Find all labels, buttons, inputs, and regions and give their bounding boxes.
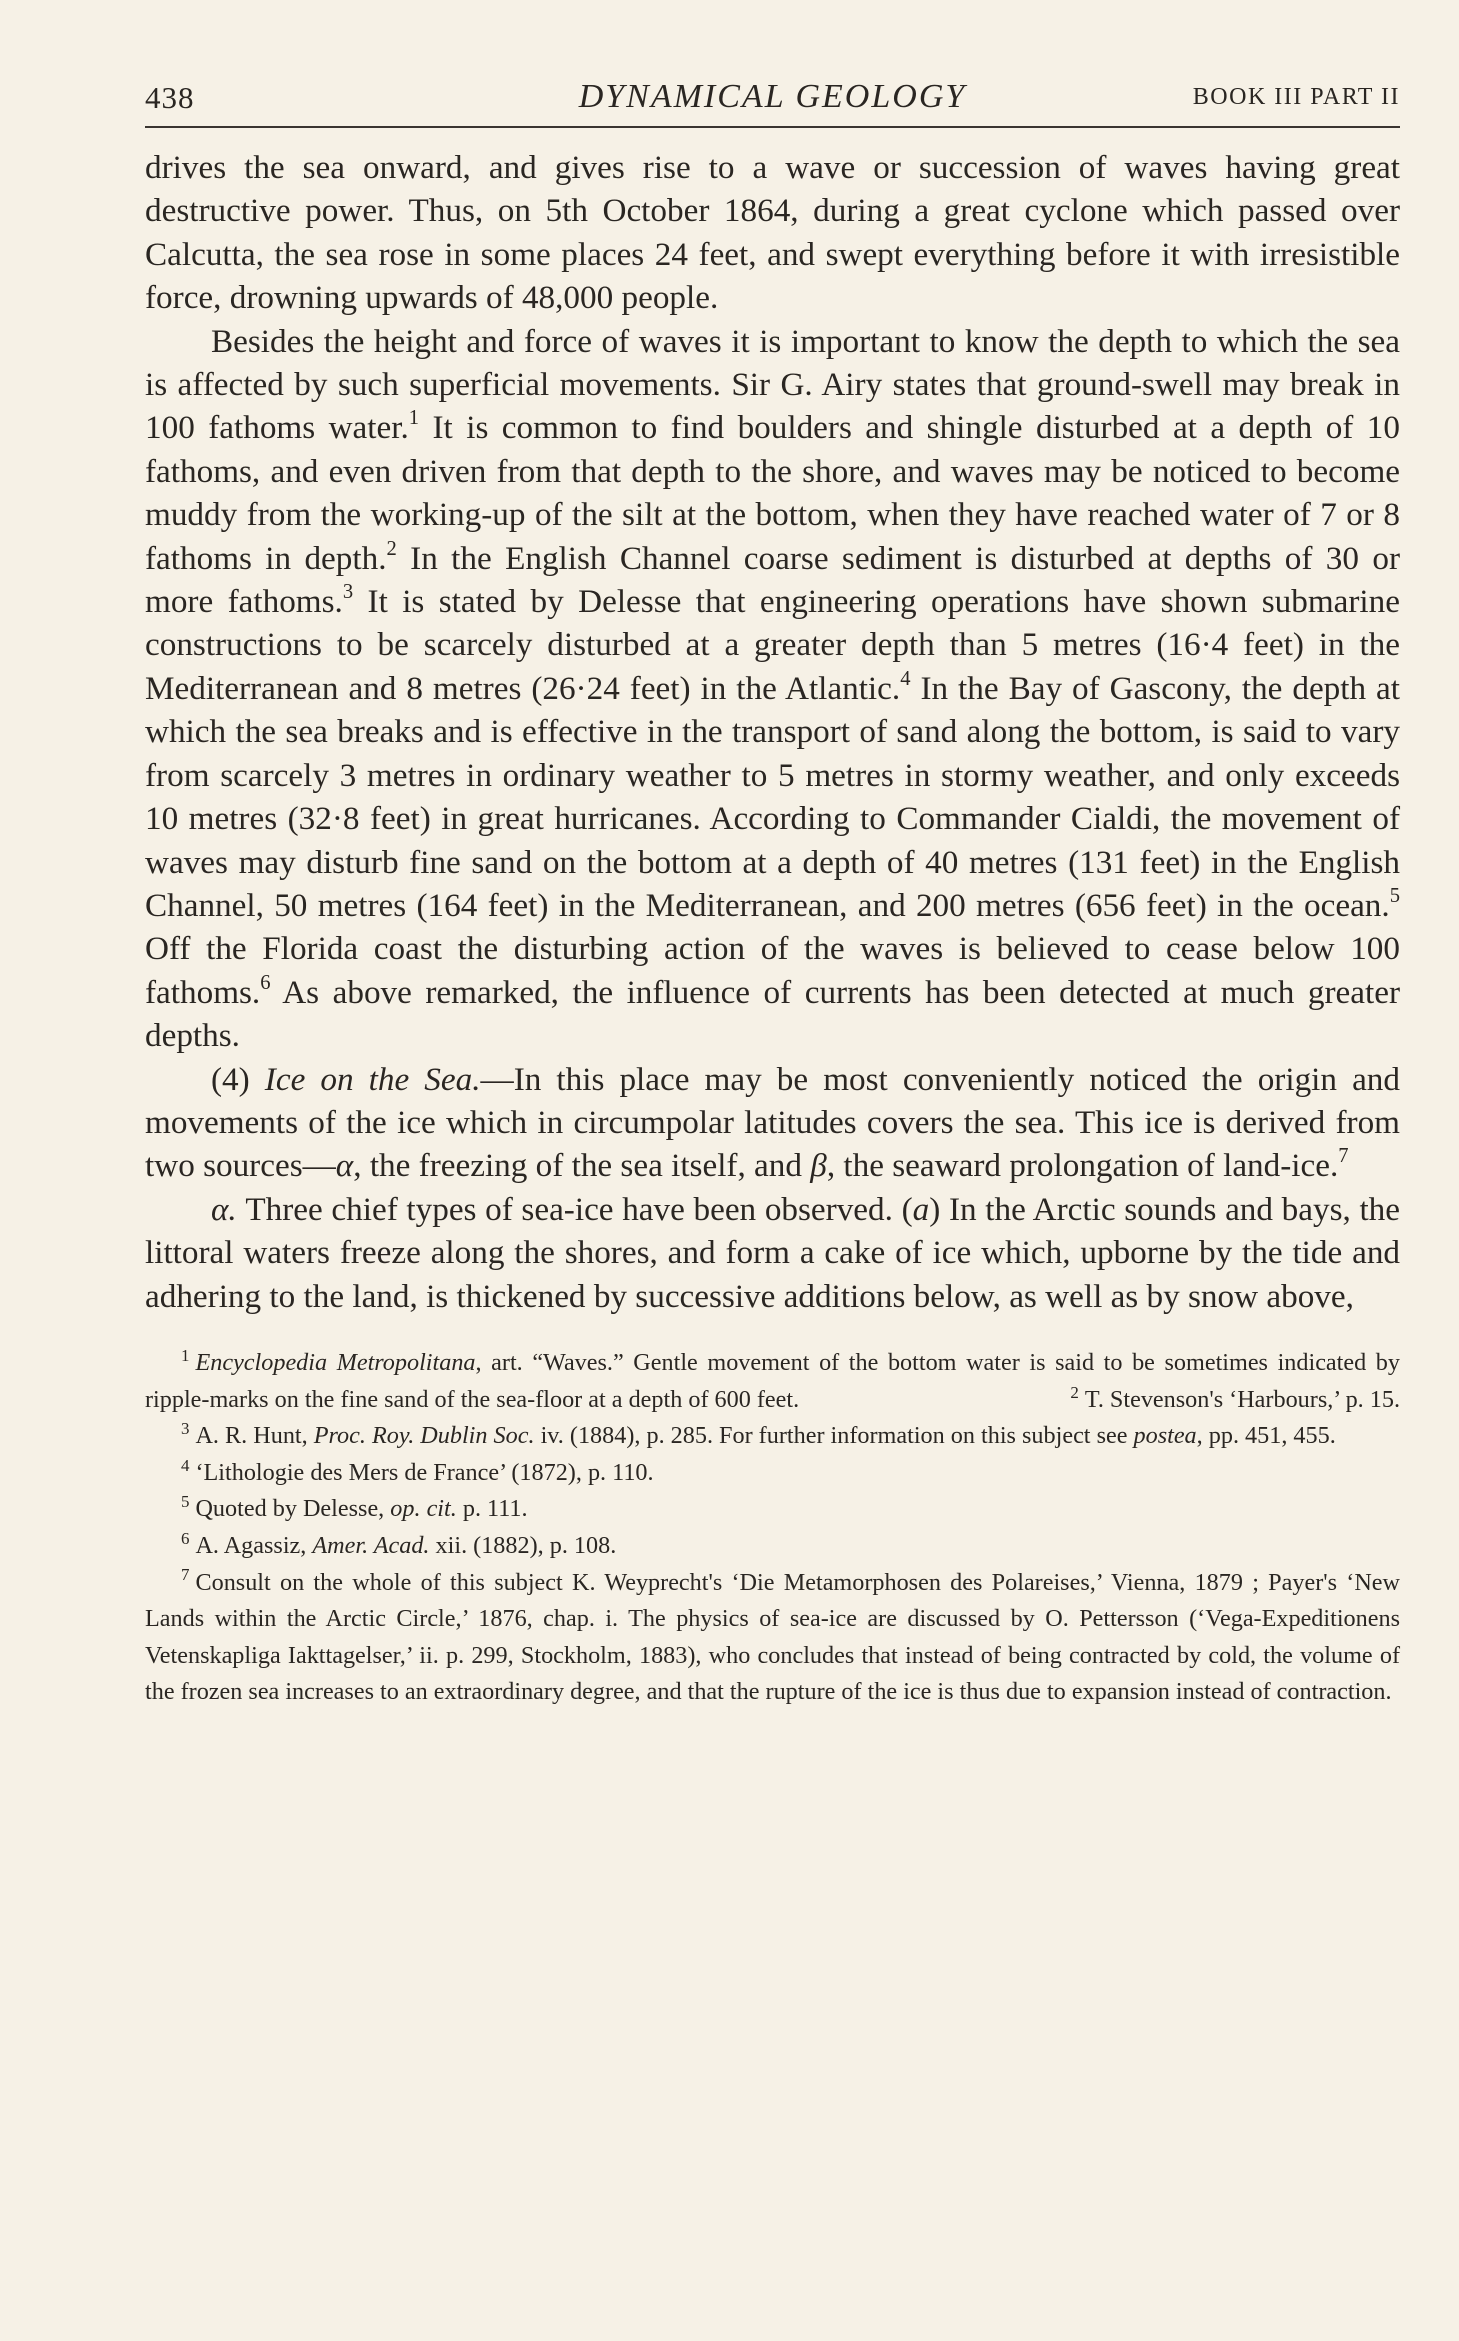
footnote-6: $^6$ A. Agassiz, Amer. Acad. xii. (1882), p. 108. [181,1528,617,1559]
paragraph-3: (4) Ice on the Sea.—In this place may be most conveniently noticed the origin and movements of the ice which in circumpolar latitudes covers the sea. This ice is derived from two sources—α, the freezing of the sea itself, and β, the seaward prolongation of land-ice.$^7$ [145,1060,1400,1185]
page-number: 438 [145,80,195,115]
footnote-ref-7[interactable]: 7 [1338,1145,1349,1168]
running-head [145,70,1400,126]
footnote-ref-5[interactable]: 5 [1389,884,1400,907]
footnote-1: $^1$ Encyclopedia Metropolitana, art. “Waves.” Gentle movement of the bottom water is said to be sometimes indicated by ripple-marks on the fine sand of the sea-floor at a depth of 600 feet. $^2$ T. Stevenson's ‘Harbours,’ p. 15. [145,1345,1400,1418]
book-page [145,70,1400,1711]
footnote-5: $^5$ Quoted by Delesse, op. cit. p. 111. [181,1492,528,1523]
paragraph-1: drives the sea onward, and gives rise to a wave or succession of waves having great destructive power. Thus, on 5th October 1864, during a great cyclone which passed over Calcutta, the sea rose in some places 24 feet, and swept everything before it with irresistible force, drowning upwards of 48,000 people. [145,149,1400,317]
footnote-ref-4[interactable]: 4 [900,667,911,690]
footnote-ref-1[interactable]: 1 [408,407,420,430]
paragraph-4: α. Three chief types of sea-ice have been observed. (a) In the Arctic sounds and bays, the littoral waters freeze along the shores, and form a cake of ice which, upborne by the tide and adhering to the land, is thickened by successive additions below, as well as by snow above, [145,1190,1400,1315]
section-heading: Ice on the Sea. [264,1060,481,1098]
footnote-ref-2[interactable]: 2 [386,537,397,560]
footnotes [145,1345,1400,1711]
running-section: BOOK III PART II [1192,84,1400,110]
footnote-ref-6[interactable]: 6 [260,971,271,994]
footnote-7: $^7$ Consult on the whole of this subject K. Weyprecht's ‘Die Metamorphosen des Polareises,’ Vienna, 1879 ; Payer's ‘New Lands within the Arctic Circle,’ 1876, chap. i. The physics of sea-ice are discussed by O. Pettersson (‘Vega-Expeditionens Vetenskapliga Iakttagelser,’ ii. p. 299, Stockholm, 1883), who concludes that instead of being contracted by cold, the volume of the frozen sea increases to an extraordinary degree, and that the rupture of the ice is thus due to expansion instead of contraction. [145,1565,1400,1706]
paragraph-2: Besides the height and force of waves it is important to know the depth to which the sea is affected by such superficial movements. Sir G. Airy states that ground-swell may break in 100 fathoms water.$^1$ It is common to find boulders and shingle disturbed at a depth of 10 fathoms, and even driven from that depth to the shore, and waves may be noticed to become muddy from the working-up of the silt at the bottom, when they have reached water of 7 or 8 fathoms in depth.$^2$ In the English Channel coarse sediment is disturbed at depths of 30 or more fathoms.$^3$ It is stated by Delesse that engineering operations have shown submarine constructions to be scarcely disturbed at a greater depth than 5 metres (16·4 feet) in the Mediterranean and 8 metres (26·24 feet) in the Atlantic.$^4$ In the Bay of Gascony, the depth at which the sea breaks and is effective in the transport of sand along the bottom, is said to vary from scarcely 3 metres in ordinary weather to 5 metres in stormy weather, and only exceeds 10 metres (32·8 feet) in great hurricanes. According to Commander Cialdi, the movement of waves may disturb fine sand on the bottom at a depth of 40 metres (131 feet) in the English Channel, 50 metres (164 feet) in the Mediterranean, and 200 metres (656 feet) in the ocean.$^5$ Off the Florida coast the disturbing action of the waves is believed to cease below 100 fathoms.$^6$ As above remarked, the influence of currents has been detected at much greater depths. [145,322,1401,1055]
footnote-4: $^4$ ‘Lithologie des Mers de France’ (1872), p. 110. [181,1455,654,1486]
body-text [145,146,1400,1318]
footnote-ref-3[interactable]: 3 [342,580,354,603]
running-title: DYNAMICAL GEOLOGY [578,78,967,115]
footnote-2: $^2$ T. Stevenson's ‘Harbours,’ p. 15. [1070,1382,1400,1413]
header-rule [145,126,1400,128]
footnote-3: $^3$ A. R. Hunt, Proc. Roy. Dublin Soc. iv. (1884), p. 285. For further information on this subject see postea, pp. 451, 455. [181,1419,1336,1450]
